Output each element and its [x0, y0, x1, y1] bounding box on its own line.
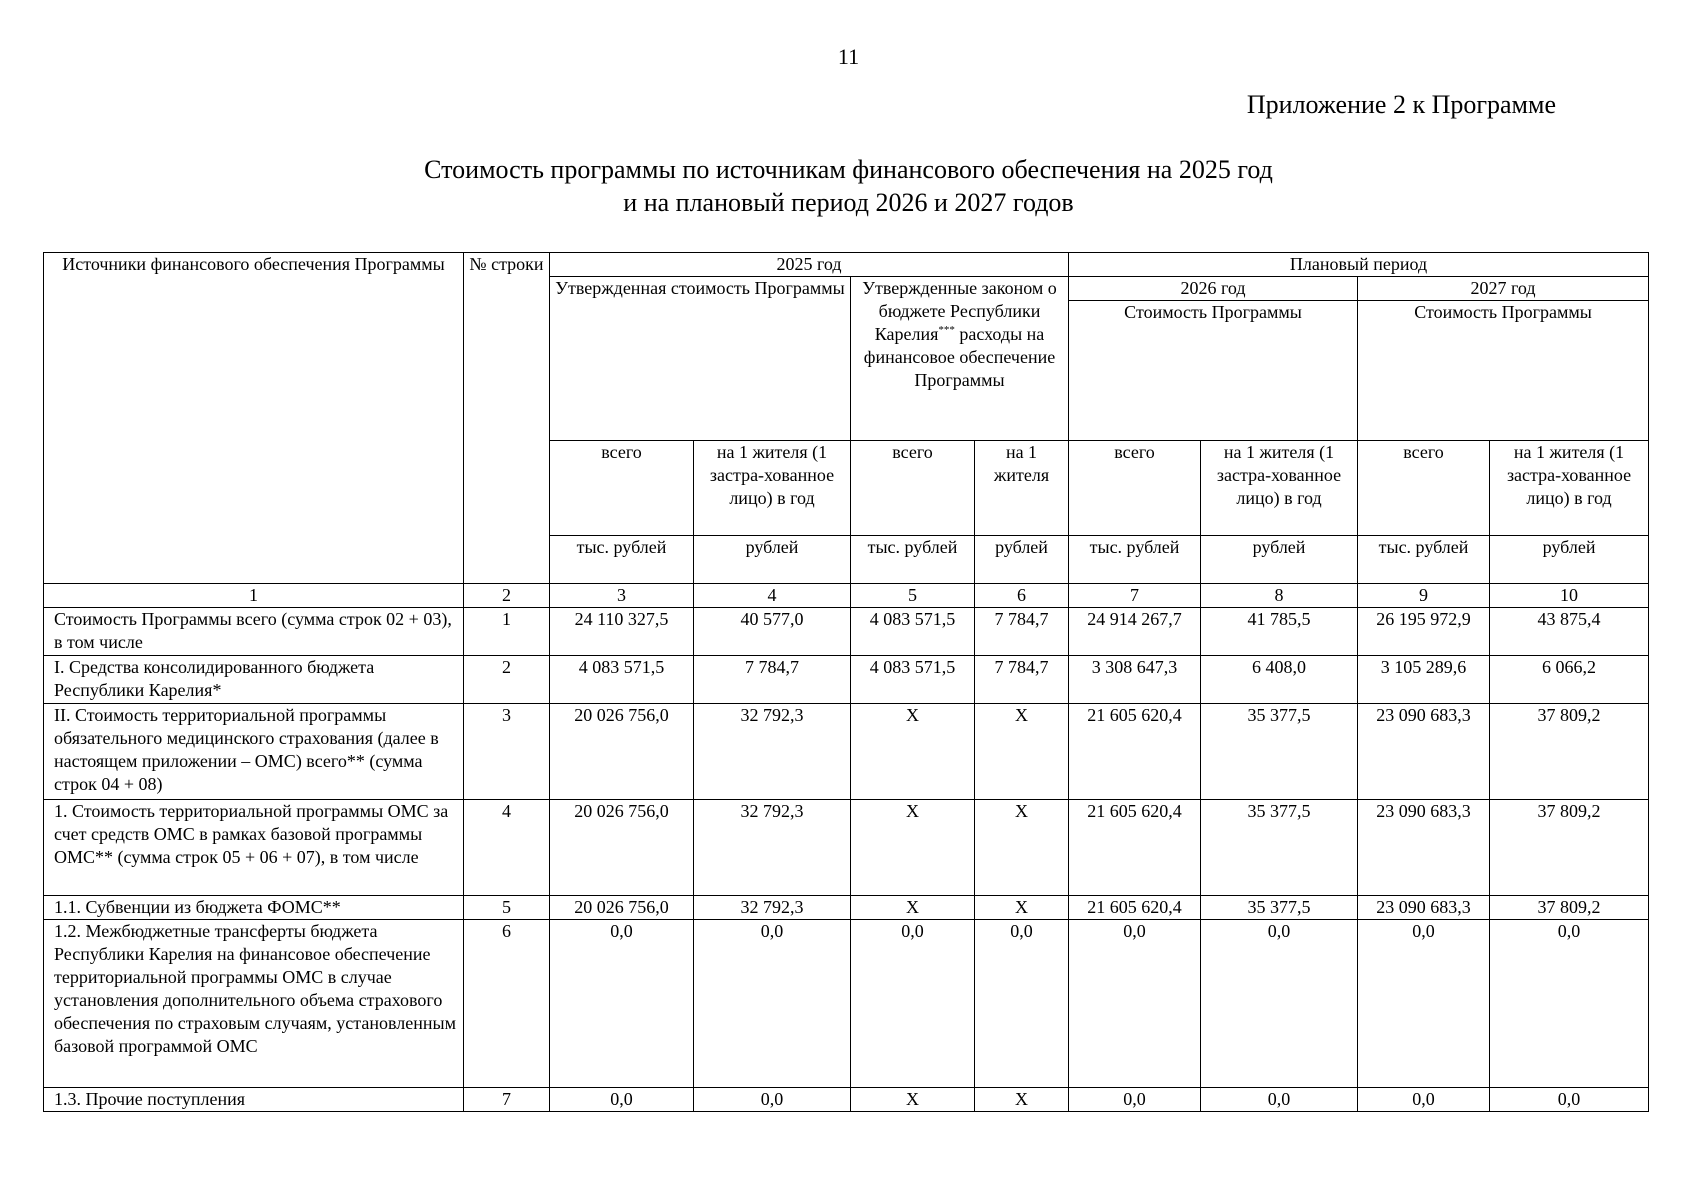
row-value: 0,0	[1069, 1088, 1201, 1112]
row-value: 3 308 647,3	[1069, 656, 1201, 704]
row-value: 40 577,0	[694, 608, 851, 656]
row-value: Х	[975, 896, 1069, 920]
row-value: 0,0	[1358, 1088, 1490, 1112]
row-value: 20 026 756,0	[550, 800, 694, 896]
row-number: 1	[464, 608, 550, 656]
row-number: 6	[464, 920, 550, 1088]
row-value: 0,0	[694, 920, 851, 1088]
header-per-resident-insured: на 1 жителя (1 застра-хованное лицо) в год	[694, 441, 851, 536]
row-value: 4 083 571,5	[851, 656, 975, 704]
column-number: 3	[550, 584, 694, 608]
header-planned-period: Плановый период	[1069, 253, 1649, 277]
row-label: 1.2. Межбюджетные трансферты бюджета Республики Карелия на финансовое обеспечение территориальной программы ОМС в случае установления дополнительного объема страхового обеспечения по страховым случаям, установленным базовой программой ОМС	[44, 920, 464, 1088]
header-cost-2027: Стоимость Программы	[1358, 301, 1649, 441]
unit-thousand-rubles: тыс. рублей	[851, 536, 975, 584]
row-value: 35 377,5	[1201, 896, 1358, 920]
table-row	[44, 1088, 1649, 1112]
row-value: Х	[851, 800, 975, 896]
row-value: 0,0	[1490, 1088, 1649, 1112]
row-number: 2	[464, 656, 550, 704]
header-year-2026: 2026 год	[1069, 277, 1358, 301]
document-title	[0, 153, 1697, 219]
row-value: 32 792,3	[694, 704, 851, 800]
table-row	[44, 896, 1649, 920]
row-value: 37 809,2	[1490, 896, 1649, 920]
header-total: всего	[851, 441, 975, 536]
row-value: 6 066,2	[1490, 656, 1649, 704]
row-value: 7 784,7	[975, 608, 1069, 656]
row-number: 4	[464, 800, 550, 896]
row-value: 35 377,5	[1201, 704, 1358, 800]
row-value: 0,0	[1201, 1088, 1358, 1112]
row-label: II. Стоимость территориальной программы обязательного медицинского страхования (далее в настоящем приложении – ОМС) всего** (сумма строк 04 + 08)	[44, 704, 464, 800]
row-number: 7	[464, 1088, 550, 1112]
column-number: 2	[464, 584, 550, 608]
header-total: всего	[550, 441, 694, 536]
row-value: 37 809,2	[1490, 800, 1649, 896]
header-total: всего	[1358, 441, 1490, 536]
appendix-label: Приложение 2 к Программе	[1246, 90, 1556, 119]
unit-thousand-rubles: тыс. рублей	[1358, 536, 1490, 584]
row-value: 23 090 683,3	[1358, 896, 1490, 920]
row-label: 1.3. Прочие поступления	[44, 1088, 464, 1112]
row-value: 0,0	[1201, 920, 1358, 1088]
column-number: 5	[851, 584, 975, 608]
header-approved-by-law: Утвержденные законом о бюджете Республики Карелия*** расходы на финансовое обеспечение Программы	[851, 277, 1069, 441]
footnote-mark: ***	[938, 324, 955, 336]
row-value: Х	[851, 1088, 975, 1112]
row-value: Х	[975, 704, 1069, 800]
column-number: 10	[1490, 584, 1649, 608]
row-label: 1. Стоимость территориальной программы ОМС за счет средств ОМС в рамках базовой программы ОМС** (сумма строк 05 + 06 + 07), в том числе	[44, 800, 464, 896]
row-value: 24 914 267,7	[1069, 608, 1201, 656]
row-value: 7 784,7	[694, 656, 851, 704]
row-value: 21 605 620,4	[1069, 800, 1201, 896]
column-number: 6	[975, 584, 1069, 608]
row-value: 0,0	[550, 920, 694, 1088]
table-row	[44, 704, 1649, 800]
row-value: 6 408,0	[1201, 656, 1358, 704]
row-value: Х	[851, 704, 975, 800]
unit-rubles: рублей	[694, 536, 851, 584]
header-sources: Источники финансового обеспечения Программы	[44, 253, 464, 584]
title-line-1: Стоимость программы по источникам финансового обеспечения на 2025 год	[424, 155, 1273, 184]
row-value: 41 785,5	[1201, 608, 1358, 656]
column-number: 9	[1358, 584, 1490, 608]
row-value: 0,0	[694, 1088, 851, 1112]
row-value: 0,0	[1358, 920, 1490, 1088]
row-value: 21 605 620,4	[1069, 896, 1201, 920]
unit-rubles: рублей	[1490, 536, 1649, 584]
header-row-no: № строки	[464, 253, 550, 584]
unit-rubles: рублей	[975, 536, 1069, 584]
header-year-2027: 2027 год	[1358, 277, 1649, 301]
row-value: Х	[851, 896, 975, 920]
row-value: 4 083 571,5	[550, 656, 694, 704]
row-number: 5	[464, 896, 550, 920]
row-value: 0,0	[975, 920, 1069, 1088]
row-value: 0,0	[1490, 920, 1649, 1088]
row-value: 4 083 571,5	[851, 608, 975, 656]
page-number: 11	[837, 44, 860, 69]
row-value: 24 110 327,5	[550, 608, 694, 656]
row-number: 3	[464, 704, 550, 800]
row-value: 3 105 289,6	[1358, 656, 1490, 704]
unit-rubles: рублей	[1201, 536, 1358, 584]
row-value: 23 090 683,3	[1358, 800, 1490, 896]
header-per-resident: на 1 жителя	[975, 441, 1069, 536]
row-value: 20 026 756,0	[550, 896, 694, 920]
header-approved-cost: Утвержденная стоимость Программы	[550, 277, 851, 441]
header-per-resident-insured: на 1 жителя (1 застра-хованное лицо) в год	[1490, 441, 1649, 536]
row-value: 32 792,3	[694, 800, 851, 896]
column-number: 8	[1201, 584, 1358, 608]
row-value: 0,0	[1069, 920, 1201, 1088]
title-line-2: и на плановый период 2026 и 2027 годов	[623, 188, 1074, 217]
row-value: 43 875,4	[1490, 608, 1649, 656]
table-row	[44, 608, 1649, 656]
row-label: 1.1. Субвенции из бюджета ФОМС**	[44, 896, 464, 920]
row-value: 20 026 756,0	[550, 704, 694, 800]
row-value: 0,0	[851, 920, 975, 1088]
column-number: 7	[1069, 584, 1201, 608]
column-number-row	[44, 584, 1649, 608]
row-value: 0,0	[550, 1088, 694, 1112]
row-value: 35 377,5	[1201, 800, 1358, 896]
row-value: 7 784,7	[975, 656, 1069, 704]
header-year-2025: 2025 год	[550, 253, 1069, 277]
column-number: 4	[694, 584, 851, 608]
row-value: 21 605 620,4	[1069, 704, 1201, 800]
table-row	[44, 920, 1649, 1088]
header-total: всего	[1069, 441, 1201, 536]
row-value: 32 792,3	[694, 896, 851, 920]
unit-thousand-rubles: тыс. рублей	[1069, 536, 1201, 584]
table-body	[44, 608, 1649, 1112]
row-value: 37 809,2	[1490, 704, 1649, 800]
table-row	[44, 656, 1649, 704]
row-value: 26 195 972,9	[1358, 608, 1490, 656]
table-row	[44, 800, 1649, 896]
financing-table	[43, 252, 1649, 1112]
unit-thousand-rubles: тыс. рублей	[550, 536, 694, 584]
header-cost-2026: Стоимость Программы	[1069, 301, 1358, 441]
column-number: 1	[44, 584, 464, 608]
header-per-resident-insured: на 1 жителя (1 застра-хованное лицо) в год	[1201, 441, 1358, 536]
row-value: Х	[975, 800, 1069, 896]
row-value: 23 090 683,3	[1358, 704, 1490, 800]
row-label: Стоимость Программы всего (сумма строк 02 + 03), в том числе	[44, 608, 464, 656]
row-value: Х	[975, 1088, 1069, 1112]
row-label: I. Средства консолидированного бюджета Республики Карелия*	[44, 656, 464, 704]
